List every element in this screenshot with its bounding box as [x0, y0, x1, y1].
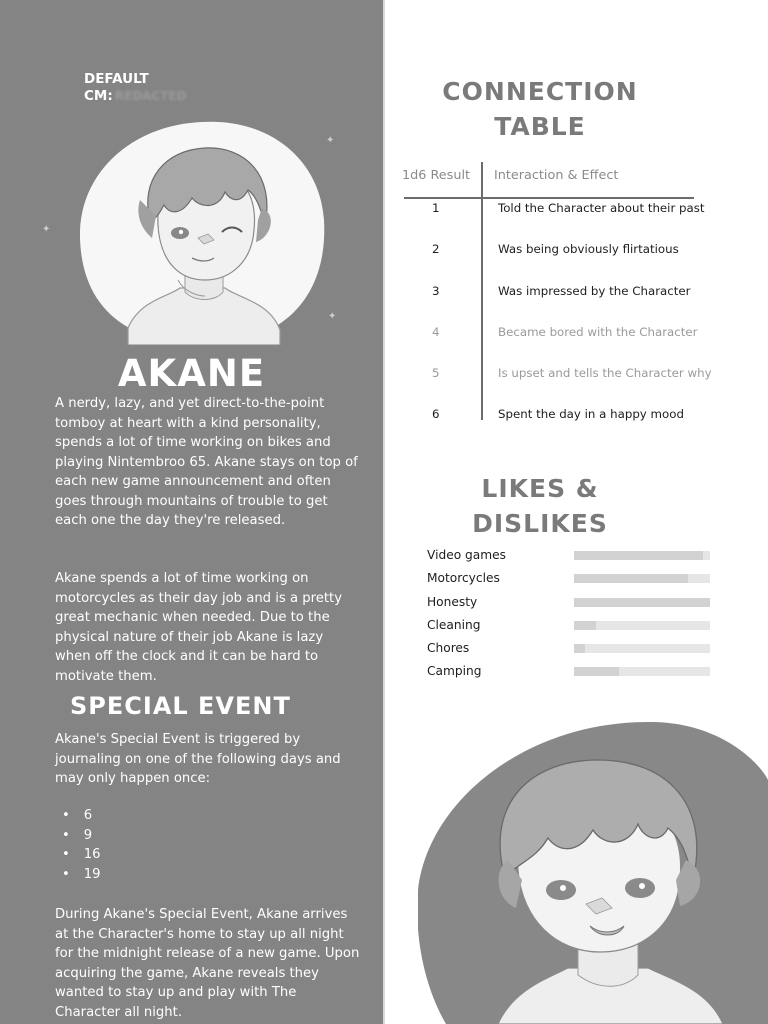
like-meter [574, 667, 710, 676]
row-result: 6 [432, 407, 440, 421]
like-meter [574, 621, 710, 630]
special-event-day: • 6 [62, 806, 101, 826]
like-meter [574, 598, 710, 607]
like-meter-fill [574, 644, 585, 653]
like-meter-fill [574, 667, 619, 676]
like-label: Video games [427, 548, 506, 562]
default-cm-label: DEFAULT [84, 71, 149, 87]
table-horizontal-rule [404, 197, 694, 199]
table-header-effect: Interaction & Effect [494, 168, 619, 183]
row-effect: Was being obviously flirtatious [498, 242, 679, 256]
connection-heading-line1: CONNECTION [442, 77, 638, 106]
likes-heading-line2: DISLIKES [472, 509, 608, 538]
default-cm-value: REDACTED [114, 89, 187, 103]
character-portrait-large [418, 720, 768, 1024]
like-meter-fill [574, 598, 710, 607]
special-event-heading: SPECIAL EVENT [70, 692, 291, 720]
like-item [427, 641, 717, 657]
special-event-details: During Akane's Special Event, Akane arrives at the Character's home to stay up all night for the midnight release of a new game. Upon acquiring the game, Akane reveals they wanted to stay up and play with The Character all night. [55, 907, 360, 1020]
like-item [427, 571, 717, 587]
like-label: Camping [427, 664, 482, 678]
connection-heading-line2: TABLE [494, 112, 586, 141]
like-item [427, 618, 717, 634]
like-meter [574, 551, 710, 560]
description-paragraph: Akane spends a lot of time working on motorcycles as their day job and is a pretty great mechanic when needed. Due to the physical nature of their job Akane is lazy when off the clock and it can be hard to motivate them. [55, 571, 343, 684]
special-event-day: • 9 [62, 826, 101, 846]
character-name: AKANE [117, 352, 266, 395]
row-effect: Told the Character about their past [498, 201, 705, 215]
row-effect: Was impressed by the Character [498, 284, 691, 298]
connection-table-heading [400, 74, 680, 144]
like-meter-fill [574, 551, 703, 560]
default-cm [84, 71, 187, 105]
like-meter-fill [574, 574, 688, 583]
like-meter-fill [574, 621, 596, 630]
table-vertical-rule [481, 162, 483, 420]
special-event-day: • 19 [62, 865, 101, 885]
row-result: 5 [432, 366, 440, 380]
row-result: 3 [432, 284, 440, 298]
row-effect: Is upset and tells the Character why [498, 366, 712, 380]
special-event-day: • 16 [62, 845, 101, 865]
like-item [427, 595, 717, 611]
sparkle-icon: ✦ [328, 311, 337, 322]
like-label: Motorcycles [427, 571, 500, 585]
special-event-intro: Akane's Special Event is triggered by journaling on one of the following days and may only happen once: [55, 732, 341, 786]
description-paragraph: A nerdy, lazy, and yet direct-to-the-point tomboy at heart with a kind personality, spends a lot of time working on bikes and playing Nintembroo 65. Akane stays on top of each new game announcement and often goes through mountains of trouble to get each one the day they're released. [55, 396, 358, 528]
like-item [427, 548, 717, 564]
likes-heading-line1: LIKES & [481, 474, 599, 503]
character-portrait [80, 120, 325, 345]
like-label: Cleaning [427, 618, 481, 632]
table-header-result: 1d6 Result [402, 168, 471, 183]
like-meter [574, 574, 710, 583]
special-event-days [62, 806, 101, 884]
like-label: Chores [427, 641, 470, 655]
sparkle-icon: ✦ [42, 224, 51, 235]
like-label: Honesty [427, 595, 478, 609]
sparkle-icon: ✦ [326, 135, 335, 146]
column-divider [383, 0, 385, 1024]
row-result: 1 [432, 201, 440, 215]
row-effect: Became bored with the Character [498, 325, 698, 339]
default-cm-label2: CM: [84, 88, 113, 104]
row-result: 4 [432, 325, 440, 339]
row-effect: Spent the day in a happy mood [498, 407, 684, 421]
likes-dislikes-heading [400, 471, 680, 541]
like-item [427, 664, 717, 680]
row-result: 2 [432, 242, 440, 256]
like-meter [574, 644, 710, 653]
